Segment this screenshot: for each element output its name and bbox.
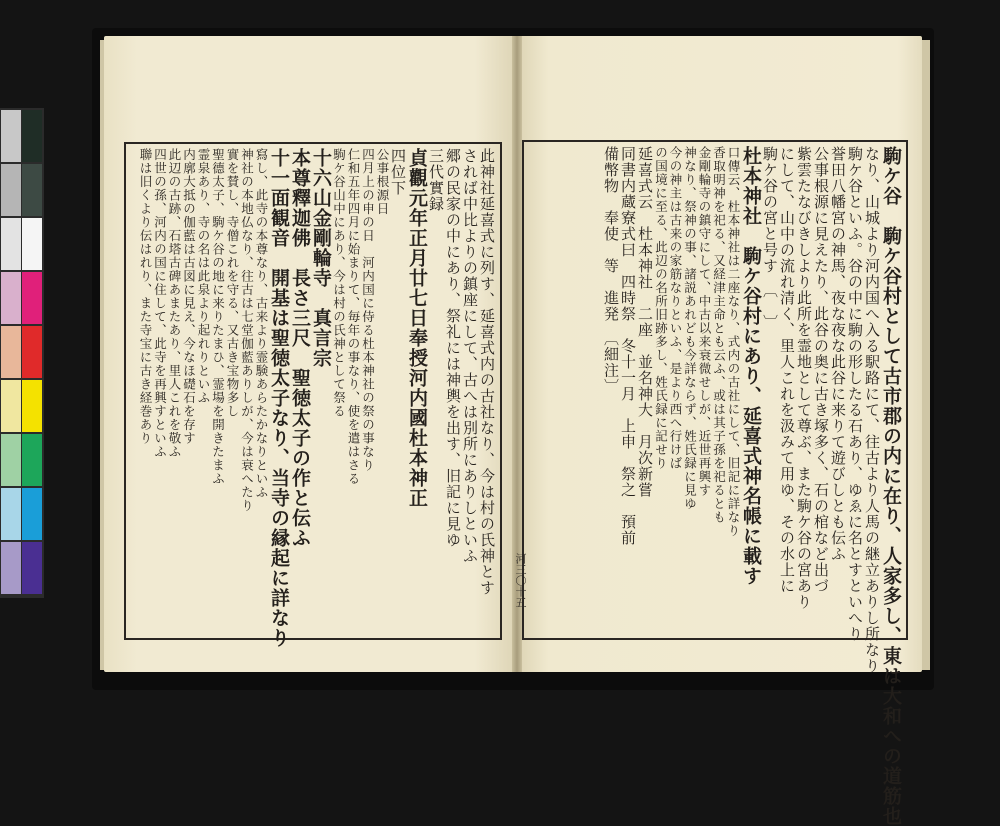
text-column: 備幣物 奉使 等 進発 〔細注〕 [602,146,620,395]
text-column: 仁和五年四月に始まりて、毎年の事なり、使を遣はさる [346,148,361,486]
text-column: 誉田八幡宮の神馬、夜な夜な此谷に来りて遊びしとも伝ふ [829,146,847,562]
text-column: 金剛輪寺の鎮守にして、中古以来衰微せしが、近世再興す [697,146,712,497]
text-column: 同書内蔵寮式曰 四時祭 冬十一月 上申 祭之 預前 [619,146,637,546]
calibration-patch [1,110,21,162]
text-column: 霊泉あり、寺の名は此泉より起れりといふ [196,148,211,405]
calibration-patch [1,164,21,216]
color-calibration-strip [0,108,44,598]
calibration-patch [1,542,21,594]
calibration-patch [1,380,21,432]
calibration-patch [22,542,42,594]
text-column: 駒ケ谷の宮と号す 〔 〕 [761,146,779,331]
text-column: 駒ケ谷といふ。谷の中に駒の形したる石あり、ゆゑに名とすといへり [846,146,864,642]
right-page-text-frame [522,140,908,826]
text-column: 口傳云、杜本神社は二座なり、式内の古社にして、旧記に詳なり [726,146,741,538]
text-column: 聖德太子、駒ケ谷の地に来りたまひ、霊場を開きたまふ [210,148,226,486]
text-column: 香取明神を祀る、又経津主命とも云ふ、或は其子孫を祀るとも [711,146,727,524]
text-column: 杜本神社 駒ケ谷村にあり、延喜式神名帳に載す [740,146,762,586]
calibration-patch [1,218,21,270]
calibration-patch [1,434,21,486]
text-column: 四位下 [389,148,407,196]
text-column: 聯は旧くより伝はれり、また寺宝に古き経巻あり [138,148,153,445]
text-column: されば中比よりの鎮座にして、古へは別所にありしといふ [461,148,479,564]
text-column: の国境に至る、此辺の名所旧跡多し、姓氏録に記せり [653,146,669,470]
calibration-patch [22,218,42,270]
calibration-patch [22,326,42,378]
text-column: 四世の孫、河内の国に住して、此寺を再興すといふ [152,148,168,459]
text-column: 實を賛し、寺僧これを守る、又古き宝物多し [225,148,240,418]
calibration-patch [1,272,21,324]
calibration-patch [22,164,42,216]
text-column: 郷の民家の中にあり、祭礼には神輿を出す、旧記に見ゆ [444,148,462,548]
text-column: 神なり、祭神の事、諸説あれども今詳ならず、姓氏録に見ゆ [682,146,698,511]
text-column: 此辺の古跡、石塔古碑あまたあり、里人これを敬ふ [167,148,182,459]
text-column: 紫雲たなびきしより此所を霊地として尊ぶ、また駒ケ谷の宮あり [795,146,813,610]
text-column: 此神社延喜式に列す、延喜式内の古社なり、今は村の氏神とす [478,148,496,596]
text-column: 寫し、此寺の本尊なり、古来より霊験あらたかなりといふ [254,148,269,499]
text-column: なり、山城より河内国へ入る駅路にて、往古より人馬の継立ありし所なり [863,146,881,674]
left-page-text-frame [124,142,502,648]
text-column: 駒ケ谷 駒ケ谷村として古市郡の内に在り、人家多し、東は大和への道筋也 [880,146,902,826]
calibration-patch [22,380,42,432]
text-column: 延喜式云 杜本神社 二座 並名神大 月次新嘗 [636,146,654,498]
left-page-columns [130,148,496,648]
calibration-patch [22,434,42,486]
text-column: 公事根源に見えたり、此谷の奥に古き塚多く、石の棺など出づ [812,146,830,594]
text-column: 十六山金剛輪寺 真言宗 [310,148,332,368]
calibration-patch [1,488,21,540]
calibration-patch [22,272,42,324]
text-column: 十一面観音 開基は聖徳太子なり、当寺の縁起に詳なり [268,148,290,648]
text-column: 駒ケ谷山中にあり、今は村の氏神として祭る [331,148,347,418]
text-column: 本尊釋迦佛 長さ三尺 聖徳太子の作と伝ふ [289,148,311,548]
calibration-patch [1,326,21,378]
calibration-patch [22,488,42,540]
text-column: 貞觀元年正月廿七日奉授河内國杜本神正 [406,148,428,508]
text-column: 四月上の申の日 河内国に侍る杜本神社の祭の事なり [360,148,376,472]
text-column: 内廓大抵の伽藍は古図に見え、今なほ礎石を存す [181,148,197,445]
text-column: 公事根源日 [375,148,390,216]
calibration-patch [22,110,42,162]
text-column: 神社の本地仏なり、往古は七堂伽藍ありしが、今は衰へたり [239,148,255,513]
folio-number: 河三〇十五 [514,552,527,608]
text-column: 今の神主は古来の家筋なりといふ、是より西へ行けば [668,146,683,470]
text-column: 三代實録 [427,148,445,228]
right-page-columns [528,146,902,826]
text-column: にして、山中の流れ清く、里人これを汲みて用ゆ、その水上に [778,146,796,594]
